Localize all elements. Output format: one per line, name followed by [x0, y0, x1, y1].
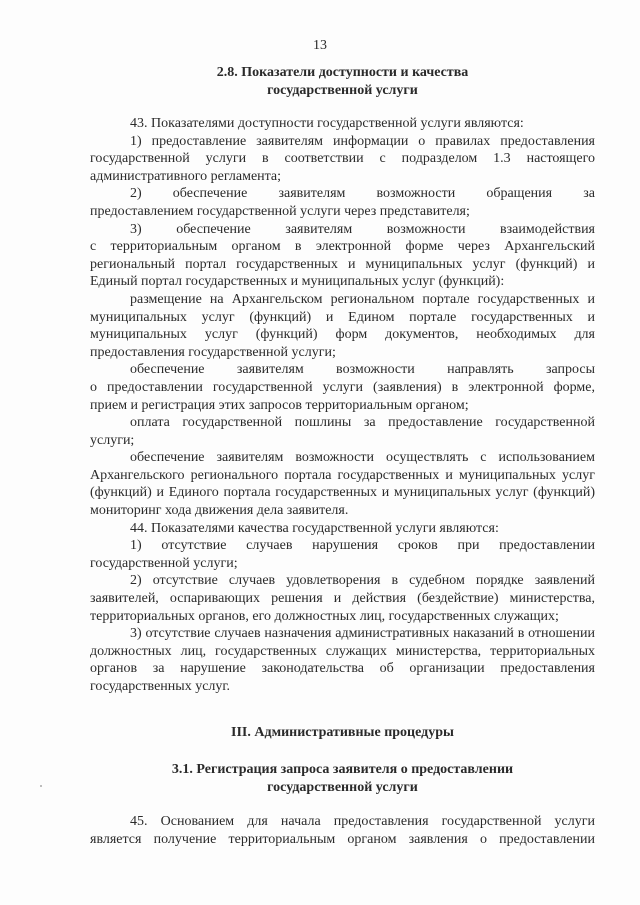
heading-line: 3.1. Регистрация запроса заявителя о предоставлении [171, 762, 514, 777]
paragraph-45 [90, 813, 595, 848]
section-2-8-heading [90, 64, 595, 100]
paragraph-44-item-3: 3) отсутствие случаев назначения административных наказаний в отношении должностных лиц, государственных служащих министерства, территориальных органов за нарушение законодательства об организации предоставления государственных услуг. [90, 626, 595, 694]
paragraph-44-intro: 44. Показателями качества государственной услуги являются: [130, 520, 499, 536]
section-3-1-heading [90, 761, 595, 797]
paragraph-43-bullet-b [90, 361, 595, 414]
paragraph-44-item-1: 1) отсутствие случаев нарушения сроков при предоставлении государственной услуги; [90, 538, 595, 571]
paragraph-43-bullet-c: оплата государственной пошлины за предоставление государственной услуги; [90, 415, 595, 448]
text-line: предоставлением государственной услуги через представителя; [90, 203, 470, 219]
page-number: 13 [313, 38, 327, 53]
text-line: 45. Основанием для начала предоставления государственной услуги [130, 814, 595, 829]
paragraph-43-item-2 [90, 185, 595, 220]
paragraph-43-item-3 [90, 221, 595, 291]
paragraph-43-item-1: 1) предоставление заявителям информации о правилах предоставления государственной услуги в соответствии с подразделом 1.3 настоящего административного регламента; [90, 133, 595, 184]
paragraph-44-item-2: 2) отсутствие случаев удовлетворения в судебном порядке заявлений заявителей, оспаривающих решения и действия (бездействие) министерства, территориальных органов, его должностных лиц, государственных служащих; [90, 573, 595, 624]
section-3-heading [90, 724, 595, 742]
scan-speck [40, 785, 42, 787]
text-line: прием и регистрация этих запросов территориальным органом; [90, 397, 469, 413]
text-line: о предоставлении государственной услуги (заявления) в электронной форме, [90, 379, 595, 395]
heading-line: государственной услуги [267, 83, 418, 98]
paragraph-43-bullet-d: обеспечение заявителям возможности осуществлять с использованием Архангельского регионального портала государственных и муниципальных услуг (функций) и Единого портала государственных и муниципальных услуг (функций) мониторинг хода движения дела заявителя. [90, 450, 595, 519]
text-line: с территориальным органом в электронной форме через Архангельский [90, 239, 595, 255]
heading-line: III. Административные процедуры [231, 725, 454, 740]
text-line: 3) обеспечение заявителям возможности взаимодействия [130, 221, 595, 237]
text-line: Единый портал государственных и муниципальных услуг (функций): [90, 274, 505, 290]
heading-line: государственной услуги [267, 780, 418, 795]
text-line: 2) обеспечение заявителям возможности обращения за [130, 186, 595, 202]
text-line: обеспечение заявителям возможности направлять запросы [130, 362, 595, 378]
section-3-1-body [90, 813, 595, 848]
section-2-8-body [90, 115, 595, 696]
heading-line: 2.8. Показатели доступности и качества [216, 65, 469, 80]
paragraph-43-bullet-a: размещение на Архангельском региональном портале государственных и муниципальных услуг (функций) и Едином портале государственных и муниципальных услуг (функций) форм документов, необходимых для предоставления государственной услуги; [90, 291, 595, 360]
text-line: является получение территориальным органом заявления о предоставлении [90, 831, 595, 847]
paragraph-43-intro: 43. Показателями доступности государственной услуги являются: [130, 116, 524, 131]
text-line: региональный портал государственных и муниципальных услуг (функций) и [90, 256, 595, 272]
